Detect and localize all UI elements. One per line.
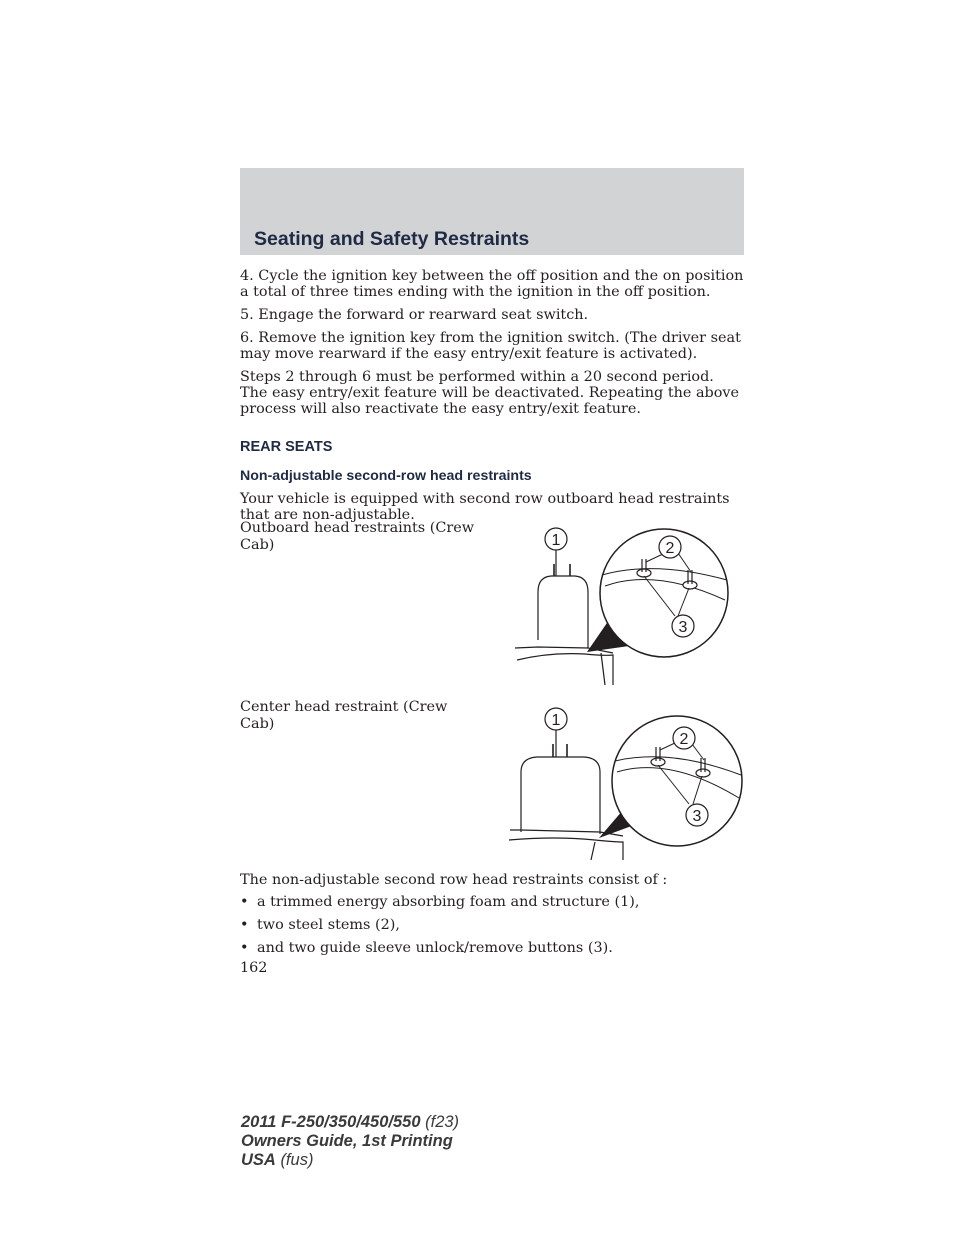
- list-item-text: two steel stems (2),: [257, 917, 400, 933]
- bullet-icon: •: [240, 940, 249, 956]
- callout-3-label: 3: [678, 619, 688, 636]
- figure-outboard-caption: Outboard head restraints (Crew Cab): [240, 520, 475, 553]
- figure-center-caption: Center head restraint (Crew Cab): [240, 699, 448, 732]
- callout-1-label: 1: [551, 532, 561, 549]
- figure-outboard-head-restraint: [505, 520, 740, 690]
- list-item: [240, 940, 744, 956]
- footer: [241, 1113, 459, 1170]
- callout-3: [686, 804, 708, 826]
- callout-1: [545, 708, 567, 757]
- callout-2: [659, 536, 681, 558]
- footer-model-line: [241, 1113, 459, 1132]
- footer-region-code: (fus): [280, 1151, 314, 1169]
- callout-1-label: 1: [551, 712, 561, 729]
- rear-seats-heading: REAR SEATS: [240, 439, 333, 455]
- list-item-text: and two guide sleeve unlock/remove buttons (3).: [257, 940, 613, 956]
- footer-region: USA: [241, 1151, 276, 1169]
- callout-2-label: 2: [665, 540, 675, 557]
- callout-3-label: 3: [692, 808, 702, 825]
- callout-1: [545, 528, 567, 576]
- footer-model: 2011 F-250/350/450/550: [241, 1113, 421, 1131]
- components-list: [240, 894, 744, 956]
- bullet-icon: •: [240, 917, 249, 933]
- figure-center-head-restraint: [505, 700, 745, 865]
- footer-region-line: [241, 1151, 459, 1170]
- section-header-band: [240, 168, 744, 255]
- callout-3: [672, 615, 694, 637]
- bullet-icon: •: [240, 894, 249, 910]
- components-section: [240, 872, 744, 963]
- step-5: 5. Engage the forward or rearward seat switch.: [240, 307, 589, 323]
- callout-2: [673, 727, 695, 749]
- body-text: [240, 268, 744, 523]
- components-intro: The non-adjustable second row head restraints consist of :: [240, 872, 668, 888]
- head-restraints-subheading: Non-adjustable second-row head restraints: [240, 468, 532, 484]
- footer-guide: Owners Guide, 1st Printing: [241, 1132, 453, 1150]
- head-restraints-intro: Your vehicle is equipped with second row outboard head restraints that are non-adjustable.: [240, 491, 730, 523]
- steps-note: Steps 2 through 6 must be performed within a 20 second period. The easy entry/exit feature will be deactivated. Repeating the above process will also reactivate the easy entry/exit feature.: [240, 369, 740, 417]
- footer-guide-line: [241, 1132, 459, 1151]
- list-item: [240, 894, 744, 910]
- footer-model-code: (f23): [425, 1113, 460, 1131]
- section-title: Seating and Safety Restraints: [254, 228, 530, 250]
- list-item: [240, 917, 744, 933]
- head-restraint-illustration: [515, 564, 613, 685]
- page-number: 162: [240, 960, 268, 976]
- callout-2-label: 2: [679, 731, 689, 748]
- head-restraint-illustration: [509, 744, 623, 860]
- step-6: 6. Remove the ignition key from the ignition switch. (The driver seat may move rearward if the easy entry/exit feature is activated).: [240, 330, 741, 362]
- list-item-text: a trimmed energy absorbing foam and structure (1),: [257, 894, 640, 910]
- step-4: 4. Cycle the ignition key between the off position and the on position a total of three times ending with the ignition in the off position.: [240, 268, 744, 300]
